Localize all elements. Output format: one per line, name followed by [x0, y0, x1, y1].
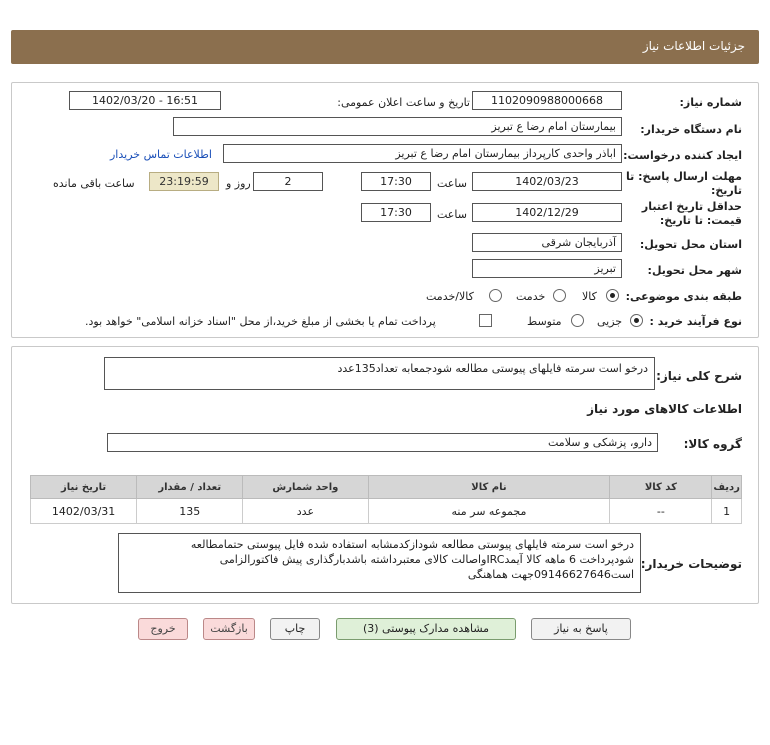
process-medium-radio[interactable]	[571, 314, 584, 327]
buyer-name-label: نام دستگاه خریدار:	[640, 123, 742, 136]
item-unit-cell: عدد	[243, 499, 368, 524]
category-goods-radio[interactable]	[606, 289, 619, 302]
need-number-field: 1102090988000668	[472, 91, 622, 110]
validity-date-field: 1402/12/29	[472, 203, 622, 222]
buyer-name-field: بیمارستان امام رضا ع تبریز	[173, 117, 622, 136]
goods-section-title: اطلاعات کالاهای مورد نیاز	[587, 402, 742, 416]
col-row-header: ردیف	[712, 476, 742, 499]
category-goods-label: کالا	[582, 290, 597, 303]
page-header	[11, 30, 759, 64]
summary-label: شرح کلی نیاز:	[656, 369, 742, 383]
category-goods-service-radio[interactable]	[489, 289, 502, 302]
item-date-cell: 1402/03/31	[31, 499, 137, 524]
col-date-header: تاریخ نیاز	[31, 476, 137, 499]
back-button[interactable]: بازگشت	[203, 618, 255, 640]
deadline-label: مهلت ارسال پاسخ: تا تاریخ:	[626, 170, 742, 197]
table-row	[31, 499, 742, 524]
reply-to-need-button[interactable]: پاسخ به نیاز	[531, 618, 631, 640]
deadline-time-label: ساعت	[437, 177, 467, 190]
row-number-cell: 1	[712, 499, 742, 524]
col-qty-header: تعداد / مقدار	[137, 476, 243, 499]
goods-table	[30, 475, 742, 524]
col-name-header: نام کالا	[368, 476, 610, 499]
buyer-contact-link[interactable]: اطلاعات تماس خریدار	[110, 148, 212, 161]
deadline-date-field: 1402/03/23	[472, 172, 622, 191]
process-medium-label: متوسط	[527, 315, 562, 328]
remaining-label: ساعت باقی مانده	[53, 177, 135, 190]
print-button[interactable]: چاپ	[270, 618, 320, 640]
category-goods-service-label: کالا/خدمت	[426, 290, 474, 303]
process-partial-label: جزیی	[597, 315, 623, 328]
creator-field: اباذر واحدی کارپرداز بیمارستان امام رضا ع تبریز	[223, 144, 622, 163]
announce-date-field: 1402/03/20 - 16:51	[69, 91, 221, 110]
deadline-time-field: 17:30	[361, 172, 431, 191]
price-validity-label: حداقل تاریخ اعتبار قیمت: تا تاریخ:	[641, 200, 742, 227]
process-type-label: نوع فرآیند خرید :	[649, 315, 742, 328]
col-unit-header: واحد شمارش	[243, 476, 368, 499]
need-number-label: شماره نیاز:	[679, 96, 742, 109]
validity-time-label: ساعت	[437, 208, 467, 221]
province-field: آذربایجان شرقی	[472, 233, 622, 252]
city-label: شهر محل تحویل:	[647, 264, 742, 277]
treasury-payment-checkbox[interactable]	[479, 314, 492, 327]
countdown-timer: 23:19:59	[149, 172, 219, 191]
view-attachments-button[interactable]: مشاهده مدارک پیوستی (3)	[336, 618, 516, 640]
province-label: استان محل تحویل:	[639, 238, 742, 251]
buyer-notes-field	[118, 533, 641, 593]
item-qty-cell: 135	[137, 499, 243, 524]
treasury-payment-note: پرداخت تمام یا بخشی از مبلغ خرید،از محل "اسناد خزانه اسلامی" خواهد بود.	[85, 315, 436, 328]
category-label: طبقه بندی موضوعی:	[625, 290, 742, 303]
city-field: تبریز	[472, 259, 622, 278]
buyer-notes-line: شودپرداخت 6 ماهه کالا آیمدIRCواصالت کالای معتبرداشته باشدبارگذاری پیش فاکتورالزامی	[219, 553, 634, 566]
summary-field	[104, 357, 655, 390]
item-name-cell: مجموعه سر منه	[368, 499, 610, 524]
table-header-row	[31, 476, 742, 499]
creator-label: ایجاد کننده درخواست:	[623, 149, 742, 162]
buyer-notes-line: است09146627646جهت هماهنگی	[467, 568, 634, 581]
days-label: روز و	[226, 177, 251, 190]
summary-text: درخو است سرمته فایلهای پیوستی مطالعه شودجمعابه تعداد135عدد	[337, 362, 648, 375]
page-title: جزئیات اطلاعات نیاز	[642, 39, 745, 53]
days-remaining-field: 2	[253, 172, 323, 191]
goods-group-field: دارو، پزشکی و سلامت	[107, 433, 658, 452]
exit-button[interactable]: خروج	[138, 618, 188, 640]
col-code-header: کد کالا	[610, 476, 712, 499]
goods-group-label: گروه کالا:	[683, 437, 742, 451]
buyer-notes-label: توضیحات خریدار:	[640, 557, 742, 571]
buyer-notes-line: درخو است سرمته فایلهای پیوستی مطالعه شودازکدمشابه استفاده شده فایل پیوستی حتمامطالعه	[190, 538, 634, 551]
goods-table-container	[30, 475, 742, 524]
validity-time-field: 17:30	[361, 203, 431, 222]
process-partial-radio[interactable]	[630, 314, 643, 327]
item-code-cell: --	[610, 499, 712, 524]
announce-date-label: تاریخ و ساعت اعلان عمومی:	[337, 96, 470, 109]
category-service-label: خدمت	[516, 290, 546, 303]
category-service-radio[interactable]	[553, 289, 566, 302]
